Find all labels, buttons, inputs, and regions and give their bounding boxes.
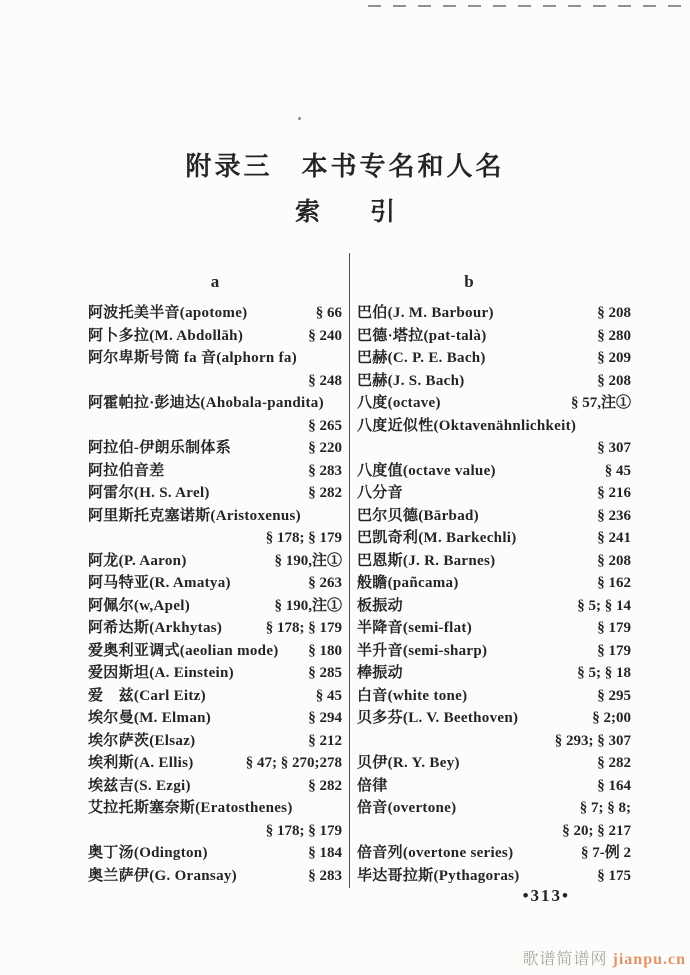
index-entry (88, 730, 342, 753)
entry-term: 贝伊(R. Y. Bey) (357, 755, 460, 771)
watermark-site-name: 歌谱简谱网 (522, 951, 608, 968)
entry-ref-continuation: § 265 (308, 417, 342, 434)
index-entry-continuation (357, 820, 631, 843)
entry-ref: § 184 (308, 845, 342, 861)
entry-ref: § 282 (308, 777, 342, 794)
index-entry (357, 370, 631, 393)
index-entry (357, 775, 631, 798)
entry-ref: § 7-例 2 (581, 845, 631, 861)
index-entry (357, 392, 631, 415)
index-entry (357, 595, 631, 618)
index-entry (88, 640, 342, 663)
entry-term: 阿波托美半音(apotome) (88, 305, 248, 321)
entry-term: 棒振动 (357, 665, 403, 681)
entry-ref: § 5; § 14 (577, 597, 631, 614)
index-entry (357, 662, 631, 685)
index-entry (88, 707, 342, 730)
entry-term: 八度值(octave value) (357, 462, 496, 479)
index-entry (88, 302, 342, 325)
entry-term: 埃尔曼(M. Elman) (88, 710, 212, 726)
entry-term: 倍律 (357, 777, 388, 794)
entry-ref: § 45 (315, 687, 342, 704)
index-entry (357, 505, 631, 528)
entry-ref: § 190,注① (274, 552, 342, 569)
index-entry (88, 347, 342, 370)
entry-term: 巴恩斯(J. R. Barnes) (357, 552, 496, 569)
entry-ref: § 45 (604, 462, 631, 479)
entry-ref: § 164 (597, 777, 631, 794)
entry-ref: § 282 (308, 485, 342, 501)
column-divider (349, 253, 350, 888)
entry-ref: § 285 (308, 665, 342, 681)
index-entry (357, 482, 631, 505)
entry-term: 奥兰萨伊(G. Oransay) (88, 867, 237, 884)
index-entry (88, 865, 342, 888)
entry-ref: § 66 (315, 305, 342, 321)
entry-term: 爱奥利亚调式(aeolian mode) (88, 642, 279, 659)
entry-ref: § 236 (597, 507, 631, 524)
entry-ref: § 178; § 179 (265, 620, 342, 636)
entry-ref: § 180 (308, 642, 342, 659)
page-number: •313• (522, 886, 570, 905)
index-entry-continuation (88, 415, 342, 438)
entry-term: 阿雷尔(H. S. Arel) (88, 485, 210, 501)
entry-term: 爱因斯坦(A. Einstein) (88, 665, 234, 681)
index-entry (88, 595, 342, 618)
index-entry (357, 617, 631, 640)
entry-term: 板振动 (357, 597, 403, 614)
entry-term: 毕达哥拉斯(Pythagoras) (357, 867, 520, 884)
entry-ref: § 162 (597, 575, 631, 591)
index-entry (357, 527, 631, 550)
entry-ref: § 190,注① (274, 597, 342, 614)
index-entry (357, 572, 631, 595)
entry-term: 贝多芬(L. V. Beethoven) (357, 710, 519, 726)
index-column-a (88, 270, 342, 887)
index-entry-continuation (357, 730, 631, 753)
entry-term: 巴凯奇利(M. Barkechli) (357, 530, 517, 546)
entry-ref: § 283 (308, 867, 342, 884)
page-title: 附录三 本书专名和人名 (185, 152, 505, 181)
entry-ref: § 220 (308, 440, 342, 456)
index-entry (357, 752, 631, 775)
entry-term: 阿佩尔(w,Apel) (88, 597, 191, 614)
index-entry (357, 325, 631, 348)
index-entry (88, 482, 342, 505)
entry-ref: § 179 (597, 620, 631, 636)
index-entry (88, 437, 342, 460)
index-entry-continuation (357, 437, 631, 460)
index-entry (357, 640, 631, 663)
index-entry (88, 685, 342, 708)
entry-term: 八分音 (357, 485, 403, 501)
entry-term: 般瞻(pañcama) (357, 575, 459, 591)
watermark (523, 946, 686, 969)
index-entry (357, 865, 631, 888)
entry-term: 阿霍帕拉·彭迪达(Ahobala-pandita) (88, 395, 324, 411)
entry-ref-continuation: § 20; § 217 (562, 822, 631, 839)
index-entry (88, 797, 342, 820)
entry-ref: § 208 (597, 552, 631, 569)
index-entry (88, 617, 342, 640)
index-entry-continuation (88, 820, 342, 843)
entry-ref: § 47; § 270;278 (245, 755, 342, 771)
entry-term: 阿拉伯-伊朗乐制体系 (88, 440, 231, 456)
index-entry (357, 707, 631, 730)
entry-ref: § 209 (597, 350, 631, 366)
index-entry (88, 752, 342, 775)
entry-term: 阿马特亚(R. Amatya) (88, 575, 231, 591)
watermark-domain: jianpu.cn (612, 951, 686, 968)
index-entry (88, 325, 342, 348)
entry-ref-continuation: § 248 (308, 372, 342, 389)
entry-ref: § 216 (597, 485, 631, 501)
index-entry (357, 842, 631, 865)
index-entry (88, 550, 342, 573)
index-column-b (357, 270, 631, 887)
entry-ref-continuation: § 178; § 179 (265, 822, 342, 839)
entry-term: 爱 兹(Carl Eitz) (88, 687, 206, 704)
entry-ref: § 282 (597, 755, 631, 771)
entry-term: 八度近似性(Oktavenähnlichkeit) (357, 417, 577, 434)
index-entry (357, 347, 631, 370)
entry-term: 阿希达斯(Arkhytas) (88, 620, 223, 636)
entry-ref: § 263 (308, 575, 342, 591)
column-header-b: b (464, 272, 474, 291)
entry-term: 倍音(overtone) (357, 800, 457, 816)
index-entry (357, 797, 631, 820)
index-entry-continuation (88, 527, 342, 550)
entry-ref: § 57,注① (570, 395, 631, 411)
entry-term: 半升音(semi-sharp) (357, 642, 488, 659)
entry-term: 白音(white tone) (357, 687, 468, 704)
entry-ref: § 179 (597, 642, 631, 659)
entry-ref-continuation: § 293; § 307 (554, 732, 631, 749)
entry-ref-continuation: § 307 (597, 440, 631, 456)
page-subtitle: 索 引 (294, 199, 395, 226)
entry-term: 埃兹吉(S. Ezgi) (88, 777, 191, 794)
entry-ref: § 175 (597, 867, 631, 884)
entry-ref: § 295 (597, 687, 631, 704)
entry-ref: § 212 (308, 732, 342, 749)
entry-term: 八度(octave) (357, 395, 441, 411)
index-entry (357, 550, 631, 573)
entry-ref: § 240 (308, 327, 342, 344)
entry-term: 巴尔贝德(Bārbad) (357, 507, 479, 524)
index-entry (88, 505, 342, 528)
scan-speck (298, 117, 301, 120)
entry-term: 奥丁汤(Odington) (88, 845, 208, 861)
entry-ref: § 5; § 18 (577, 665, 631, 681)
column-a-entries (88, 302, 342, 887)
index-entry (357, 685, 631, 708)
entry-ref: § 2;00 (592, 710, 631, 726)
index-entry (88, 775, 342, 798)
index-entry (88, 662, 342, 685)
entry-term: 巴赫(C. P. E. Bach) (357, 350, 486, 366)
entry-ref: § 7; § 8; (579, 800, 631, 816)
entry-term: 阿卜多拉(M. Abdollāh) (88, 327, 244, 344)
column-b-entries (357, 302, 631, 887)
entry-ref: § 208 (597, 372, 631, 389)
index-entry (88, 460, 342, 483)
index-entry-continuation (88, 370, 342, 393)
entry-term: 半降音(semi-flat) (357, 620, 473, 636)
index-entry (357, 302, 631, 325)
entry-term: 埃利斯(A. Ellis) (88, 755, 194, 771)
index-entry (357, 415, 631, 438)
entry-term: 阿拉伯音差 (88, 462, 165, 479)
entry-term: 艾拉托斯塞奈斯(Eratosthenes) (88, 800, 293, 816)
entry-term: 巴伯(J. M. Barbour) (357, 305, 494, 321)
page-top-dash-marks (368, 5, 686, 7)
entry-term: 巴德·塔拉(pat-talà) (357, 327, 487, 344)
entry-term: 阿尔卑斯号筒 fa 音(alphorn fa) (88, 350, 297, 366)
entry-ref: § 283 (308, 462, 342, 479)
index-entry (88, 572, 342, 595)
entry-term: 巴赫(J. S. Bach) (357, 372, 465, 389)
entry-term: 倍音列(overtone series) (357, 845, 514, 861)
entry-ref: § 280 (597, 327, 631, 344)
entry-term: 阿里斯托克塞诺斯(Aristoxenus) (88, 507, 301, 524)
entry-ref: § 208 (597, 305, 631, 321)
index-entry (88, 842, 342, 865)
entry-ref: § 294 (308, 710, 342, 726)
column-header-a: a (210, 272, 220, 291)
entry-ref: § 241 (597, 530, 631, 546)
index-entry (88, 392, 342, 415)
entry-term: 阿龙(P. Aaron) (88, 552, 187, 569)
index-entry (357, 460, 631, 483)
entry-ref-continuation: § 178; § 179 (265, 530, 342, 546)
entry-term: 埃尔萨茨(Elsaz) (88, 732, 196, 749)
